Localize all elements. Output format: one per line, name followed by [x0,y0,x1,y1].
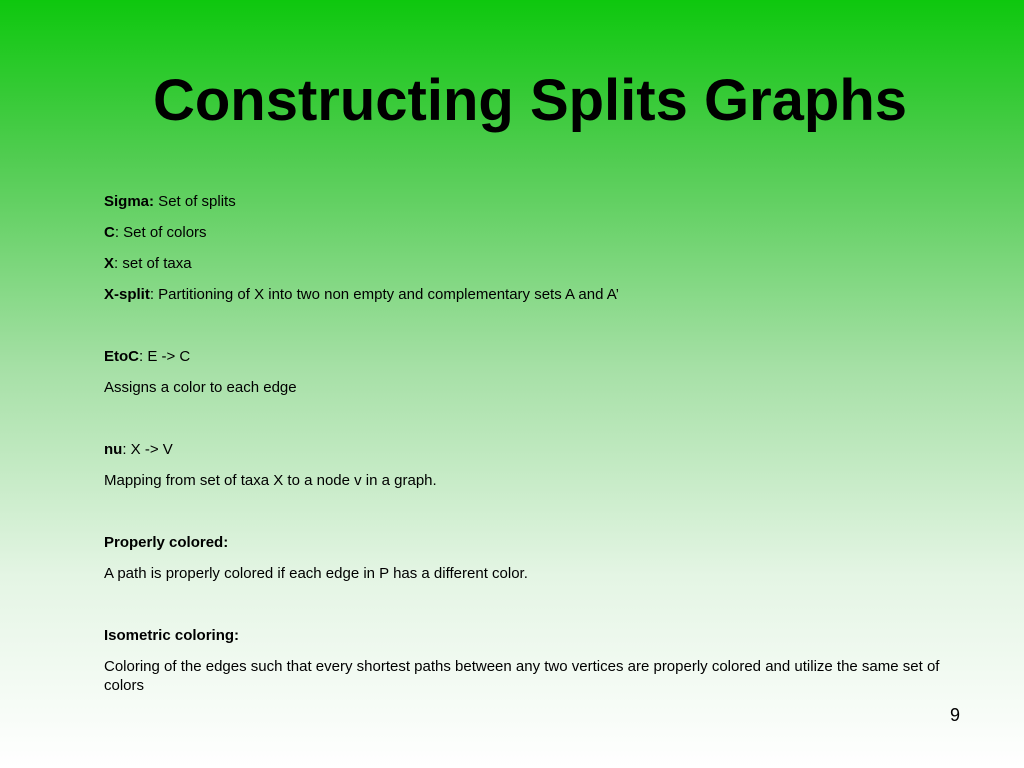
definition-nu [104,440,944,459]
text-sigma: Set of splits [154,193,236,210]
text-x: : set of taxa [114,255,192,272]
term-c: C [104,224,115,241]
definition-properly-colored [104,533,944,552]
definition-x-split [104,285,944,304]
definition-etoc [104,347,944,366]
slide-title: Constructing Splits Graphs [152,68,908,133]
definition-sigma [104,192,944,211]
definition-isometric-coloring [104,626,944,645]
term-nu: nu [104,441,123,458]
text-nu: : X -> V [122,441,173,458]
spacer [104,502,944,533]
slide-body [104,192,944,707]
term-properly-colored: Properly colored: [104,534,229,551]
description-etoc: Assigns a color to each edge [104,379,297,396]
description-properly-colored: A path is properly colored if each edge in P has a different color. [104,565,528,582]
spacer [104,409,944,440]
term-isometric-coloring: Isometric coloring: [104,627,240,644]
term-x: X [104,255,115,272]
description-nu: Mapping from set of taxa X to a node v in a graph. [104,472,437,489]
term-x-split: X-split [104,286,150,303]
text-etoc: : E -> C [139,348,191,365]
definition-c [104,223,944,242]
term-etoc: EtoC [104,348,139,365]
description-isometric-coloring: Coloring of the edges such that every shortest paths between any two vertices are properly colored and utilize the same set of colors [104,658,940,694]
text-c: : Set of colors [114,224,207,241]
text-x-split: : Partitioning of X into two non empty and complementary sets A and A’ [149,286,619,303]
definition-x [104,254,944,273]
page-number: 9 [949,705,960,725]
spacer [104,316,944,347]
spacer [104,595,944,626]
term-sigma: Sigma: [104,193,155,210]
